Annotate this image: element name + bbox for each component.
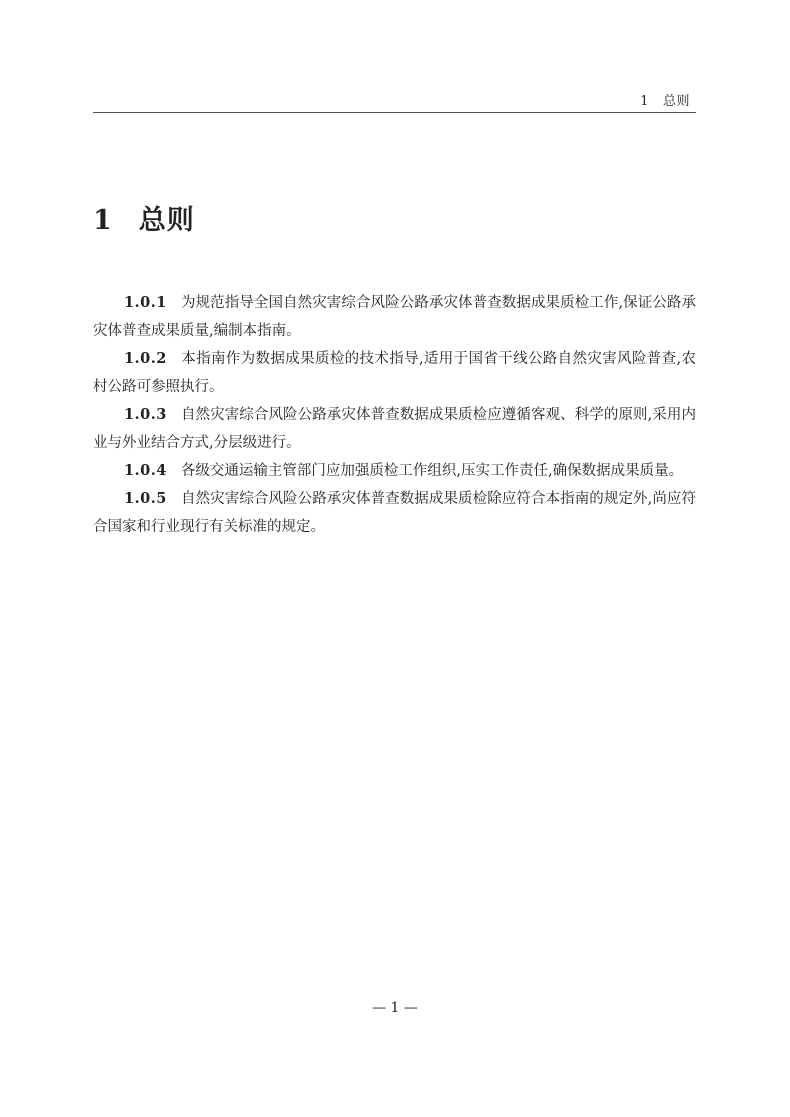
page-number: — 1 — <box>372 1000 418 1016</box>
clause-text: 本指南作为数据成果质检的技术指导,适用于国省干线公路自然灾害风险普查,农村公路可参照执行。 <box>93 351 696 395</box>
chapter-title <box>93 198 195 237</box>
clause-1-0-4 <box>93 457 696 485</box>
clause-number: 1.0.2 <box>124 350 167 367</box>
clause-1-0-1 <box>93 289 696 345</box>
clause-text: 为规范指导全国自然灾害综合风险公路承灾体普查数据成果质检工作,保证公路承灾体普查成果质量,编制本指南。 <box>93 295 696 339</box>
clause-text: 自然灾害综合风险公路承灾体普查数据成果质检除应符合本指南的规定外,尚应符合国家和行业现行有关标准的规定。 <box>93 491 696 535</box>
clause-list <box>93 289 696 541</box>
clause-text: 各级交通运输主管部门应加强质检工作组织,压实工作责任,确保数据成果质量。 <box>180 463 684 479</box>
running-header-chapter-name: 总则 <box>662 94 690 109</box>
clause-1-0-5 <box>93 485 696 541</box>
clause-1-0-2 <box>93 345 696 401</box>
running-header-chapter-number: 1 <box>640 94 649 109</box>
chapter-number: 1 <box>93 205 113 236</box>
clause-1-0-3 <box>93 401 696 457</box>
running-header <box>93 90 696 113</box>
clause-number: 1.0.4 <box>124 462 167 479</box>
clause-number: 1.0.1 <box>124 294 167 311</box>
clause-number: 1.0.3 <box>124 406 167 423</box>
clause-text: 自然灾害综合风险公路承灾体普查数据成果质检应遵循客观、科学的原则,采用内业与外业结合方式,分层级进行。 <box>93 407 696 451</box>
running-header-text <box>640 90 690 109</box>
clause-number: 1.0.5 <box>124 490 167 507</box>
chapter-name: 总则 <box>138 205 195 236</box>
